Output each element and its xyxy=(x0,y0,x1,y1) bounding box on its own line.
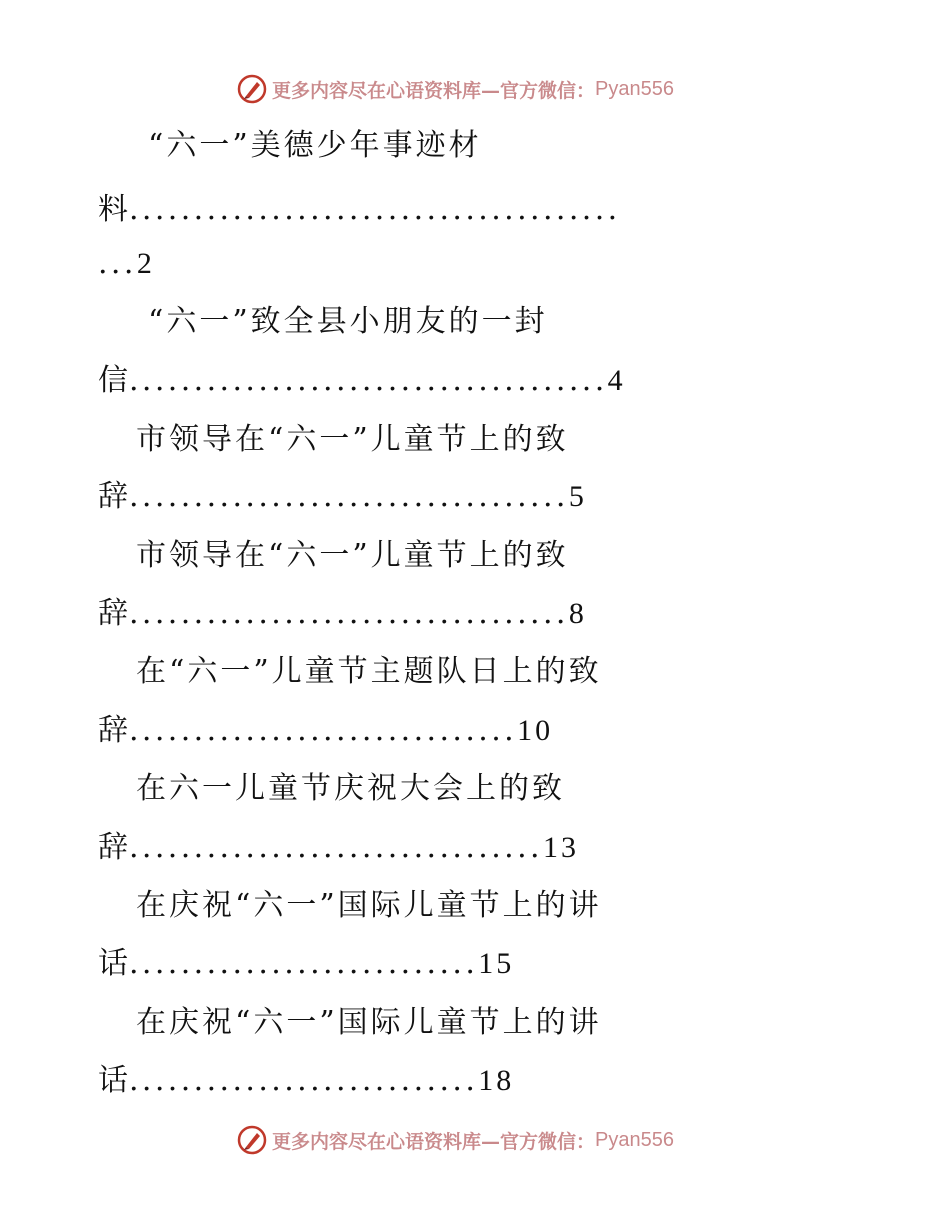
toc-dot-leader: ................................ xyxy=(129,830,543,865)
toc-entry-title: “六一”美德少年事迹材 xyxy=(148,128,482,163)
toc-entry-title: 市领导在“六一”儿童节上的致 xyxy=(136,422,569,457)
toc-entry-tail: 信 xyxy=(98,363,129,398)
toc-entry-leader xyxy=(98,594,587,634)
toc-entry-title: “六一”致全县小朋友的一封 xyxy=(148,304,548,339)
toc-entry-title: 在庆祝“六一”国际儿童节上的讲 xyxy=(136,1005,602,1040)
toc-entry-title: 在“六一”儿童节主题队日上的致 xyxy=(136,654,602,689)
toc-page-number: 8 xyxy=(568,597,587,630)
toc-dot-leader: ..................................... xyxy=(129,363,608,398)
toc-page-number: 4 xyxy=(607,364,626,397)
toc-dot-leader: .................................. xyxy=(129,479,569,514)
toc-entry-tail: 辞 xyxy=(98,713,129,748)
toc-dot-leader: ........................... xyxy=(129,946,479,981)
toc-entry-leader xyxy=(98,944,514,984)
toc-entry-leader xyxy=(98,361,626,401)
toc-page-number: 10 xyxy=(517,714,554,747)
watermark-text: 更多内容尽在心语资料库—官方微信： xyxy=(272,79,596,102)
toc-entry-tail: 话 xyxy=(98,946,129,981)
toc-page-number: 2 xyxy=(136,247,155,280)
toc-entry-title: 在六一儿童节庆祝大会上的致 xyxy=(136,771,565,806)
watermark-wechat-id: Pyan556 xyxy=(595,77,674,100)
toc-dot-leader: .................................. xyxy=(129,596,569,631)
watermark-footer xyxy=(236,1123,674,1157)
toc-entry-title: 市领导在“六一”儿童节上的致 xyxy=(136,538,569,573)
toc-entry-tail: 料 xyxy=(98,192,129,227)
toc-dot-leader: ... xyxy=(98,246,137,281)
watermark-wechat-id: Pyan556 xyxy=(595,1128,674,1151)
toc-dot-leader: ...................................... xyxy=(129,192,621,227)
toc-entry-tail: 辞 xyxy=(98,596,129,631)
toc-page-number: 13 xyxy=(542,831,579,864)
toc-entry-leader xyxy=(98,477,587,517)
toc-entry-tail: 辞 xyxy=(98,479,129,514)
toc-dot-leader: ........................... xyxy=(129,1063,479,1098)
toc-page-number: 5 xyxy=(568,480,587,513)
watermark-header xyxy=(236,72,674,106)
toc-page-number: 18 xyxy=(478,1064,515,1097)
pen-logo-icon xyxy=(236,73,268,105)
toc-entry-title: 在庆祝“六一”国际儿童节上的讲 xyxy=(136,888,602,923)
toc-entry-leader xyxy=(98,828,579,868)
watermark-text: 更多内容尽在心语资料库—官方微信： xyxy=(272,1130,596,1153)
toc-entry-tail: 辞 xyxy=(98,830,129,865)
toc-dot-leader: .............................. xyxy=(129,713,518,748)
toc-entry-leader-cont xyxy=(98,244,155,284)
toc-entry-leader xyxy=(98,711,553,751)
toc-entry-leader xyxy=(98,190,621,230)
toc-page-number: 15 xyxy=(478,947,515,980)
pen-logo-icon xyxy=(236,1124,268,1156)
toc-entry-leader xyxy=(98,1061,514,1101)
toc-entry-tail: 话 xyxy=(98,1063,129,1098)
